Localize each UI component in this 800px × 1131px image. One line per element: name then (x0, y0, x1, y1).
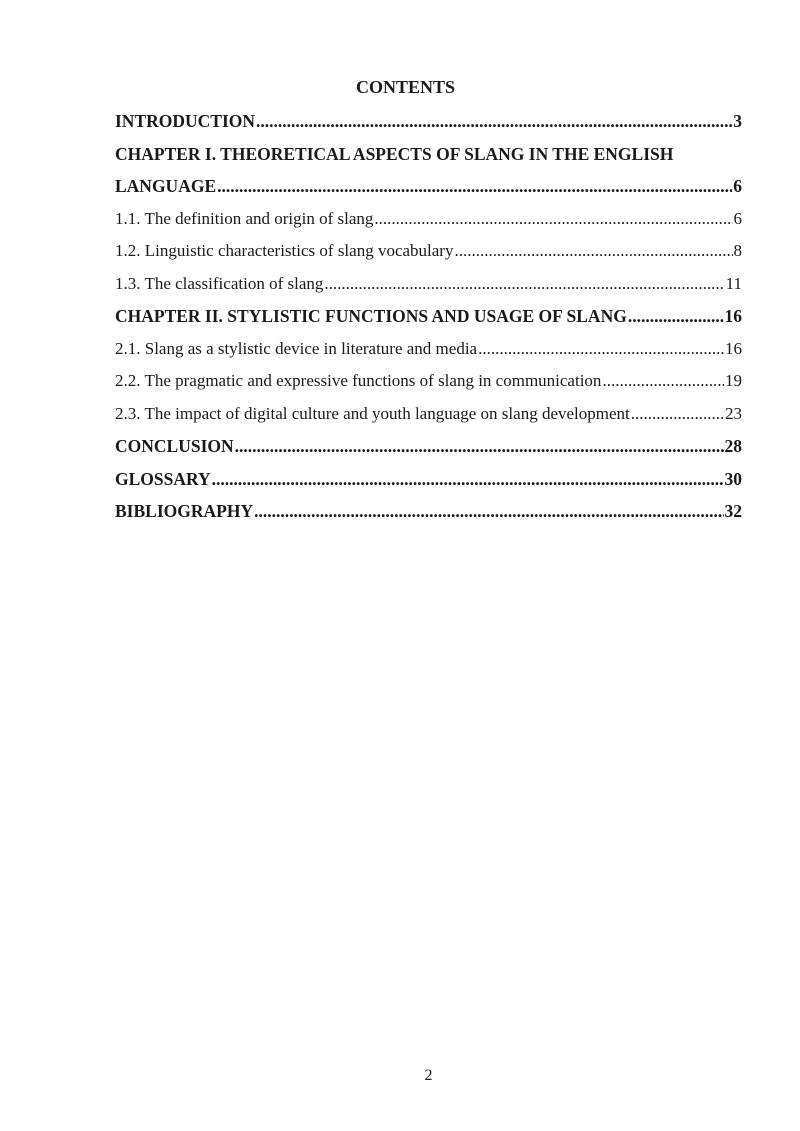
toc-entry-page: 32 (724, 501, 742, 521)
toc-entry-page: 3 (733, 111, 742, 131)
dot-leader (631, 400, 724, 428)
dot-leader (602, 367, 724, 395)
toc-entry-glossary[interactable] (115, 465, 742, 498)
toc-entry-chapter-1-line-2[interactable] (115, 172, 742, 205)
toc-entry-text: LANGUAGE (115, 176, 217, 196)
toc-entry-chapter-1-line-1[interactable] (115, 140, 742, 173)
toc-entry-text: 2.3. The impact of digital culture and youth language on slang development (115, 403, 630, 423)
contents-heading: CONTENTS (355, 77, 456, 97)
toc-entry-text: 2.2. The pragmatic and expressive functions of slang in communication (115, 371, 602, 390)
toc-entry-page: 6 (733, 176, 742, 196)
toc-entry-page: 6 (733, 208, 742, 228)
toc-entry-1-2[interactable] (115, 237, 742, 270)
toc-entry-text: 2.1. Slang as a stylistic device in literature and media (115, 338, 478, 358)
toc-entry-text: 1.1. The definition and origin of slang (115, 208, 374, 228)
dot-leader (212, 465, 724, 493)
toc-entry-text: 1.2. Linguistic characteristics of slang vocabulary (115, 241, 454, 260)
toc-entry-text: BIBLIOGRAPHY (115, 501, 254, 521)
toc-entry-1-1[interactable] (115, 205, 742, 238)
toc-entry-2-3[interactable] (115, 400, 742, 433)
toc-entry-text: CHAPTER II. STYLISTIC FUNCTIONS AND USAGE OF SLANG (115, 306, 627, 326)
dot-leader (454, 237, 732, 265)
toc-entry-2-2[interactable] (115, 367, 742, 400)
toc-entry-page: 8 (733, 241, 742, 260)
table-of-contents (115, 107, 742, 530)
dot-leader (217, 172, 732, 200)
toc-entry-page: 19 (725, 371, 742, 390)
toc-entry-page: 30 (724, 468, 742, 489)
dot-leader (478, 335, 724, 363)
dot-leader (254, 497, 723, 525)
page-number: 2 (424, 1067, 433, 1084)
toc-entry-2-1[interactable] (115, 335, 742, 368)
toc-entry-page: 28 (724, 436, 742, 456)
toc-entry-conclusion[interactable] (115, 432, 742, 465)
toc-entry-text: GLOSSARY (115, 468, 211, 489)
dot-leader (256, 107, 732, 135)
toc-entry-introduction[interactable] (115, 107, 742, 140)
dot-leader (374, 205, 732, 233)
toc-entry-page: 16 (725, 338, 742, 358)
toc-entry-page: 16 (724, 306, 742, 326)
toc-entry-bibliography[interactable] (115, 497, 742, 530)
toc-entry-page: 11 (725, 273, 742, 293)
toc-entry-page: 23 (725, 403, 742, 423)
toc-entry-text: INTRODUCTION (115, 111, 256, 131)
dot-leader (628, 302, 724, 330)
toc-entry-1-3[interactable] (115, 270, 742, 303)
toc-entry-text: CHAPTER I. THEORETICAL ASPECTS OF SLANG IN THE ENGLISH (115, 143, 674, 164)
dot-leader (324, 270, 724, 298)
toc-entry-chapter-2[interactable] (115, 302, 742, 335)
toc-entry-text: 1.3. The classification of slang (115, 273, 324, 293)
toc-entry-text: CONCLUSION (115, 436, 234, 456)
dot-leader (235, 432, 724, 460)
